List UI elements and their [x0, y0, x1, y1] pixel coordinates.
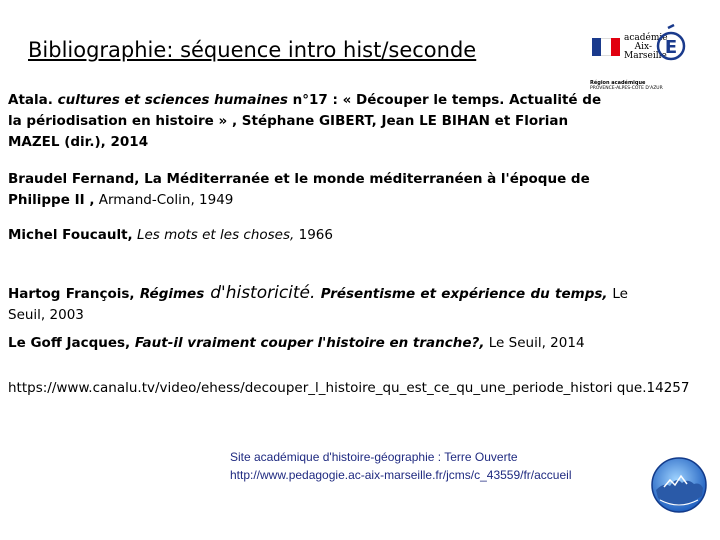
footer-url[interactable]: http://www.pedagogie.ac-aix-marseille.fr/jcms/c_43559/fr/accueil [230, 468, 572, 482]
region-line-2: PROVENCE-ALPES-CÔTE D'AZUR [590, 86, 663, 91]
academie-e-logo-icon [656, 24, 686, 62]
academie-name: académie Aix-Marseille [624, 33, 668, 61]
svg-text:E: E [664, 37, 678, 58]
bib-entry-legoff: Le Goff Jacques, Faut-il vraiment couper l'histoire en tranche?, Le Seuil, 2014 [8, 335, 585, 351]
bib-entry-hartog: Hartog François, Régimes d'historicité. Présentisme et expérience du temps, Le Seuil, 2003 [8, 283, 628, 323]
terre-ouverte-link[interactable]: Terre Ouverte [444, 450, 518, 464]
footer-text: Site académique d'histoire-géographie : [230, 450, 445, 464]
french-flag-icon [592, 38, 620, 56]
region-line: Région académique [590, 80, 646, 86]
page-title: Bibliographie: séquence intro hist/seconde [28, 38, 477, 62]
academie-logo [590, 22, 690, 91]
bib-entry-atala: Atala. cultures et sciences humaines n°17 : « Découper le temps. Actualité de la périodisation en histoire » , Stéphane GIBERT, Jean LE BIHAN et Florian MAZEL (dir.), 2014 [8, 92, 602, 150]
site-footer [230, 448, 571, 484]
bib-entry-foucault: Michel Foucault, Les mots et les choses, 1966 [8, 227, 333, 243]
globe-icon [650, 456, 708, 514]
bib-entry-canalu-link[interactable]: https://www.canalu.tv/video/ehess/decouper_l_histoire_qu_est_ce_qu_une_periode_histori que.14257 [8, 380, 690, 396]
bib-entry-braudel: Braudel Fernand, La Méditerranée et le monde méditerranéen à l'époque de Philippe II , Armand-Colin, 1949 [8, 171, 590, 208]
